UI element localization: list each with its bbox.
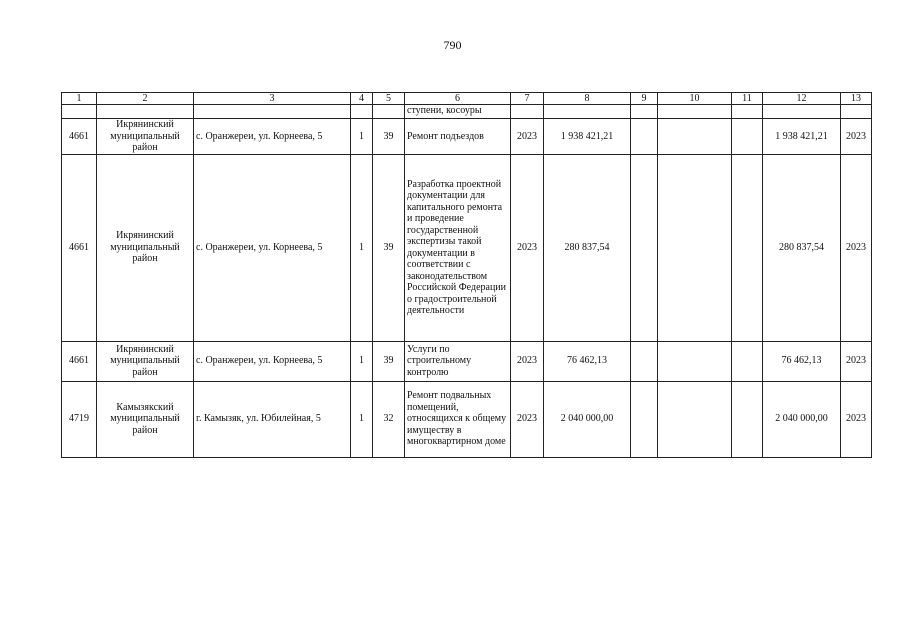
end-year: 2023 xyxy=(841,154,872,341)
end-year: 2023 xyxy=(841,341,872,381)
table-row xyxy=(62,341,872,381)
house-id: 4719 xyxy=(62,381,97,457)
year: 2023 xyxy=(511,381,544,457)
col4-value: 1 xyxy=(351,154,373,341)
work-description: Услуги по строительному контролю xyxy=(405,341,511,381)
district-name: Икрянинский муниципальный район xyxy=(97,119,194,155)
address: с. Оранжереи, ул. Корнеева, 5 xyxy=(194,341,351,381)
column-header: 7 xyxy=(511,93,544,105)
column-header: 11 xyxy=(732,93,763,105)
house-id: 4661 xyxy=(62,154,97,341)
column-header: 10 xyxy=(658,93,732,105)
work-description: Ремонт подъездов xyxy=(405,119,511,155)
table-row xyxy=(62,154,872,341)
amount: 280 837,54 xyxy=(544,154,631,341)
address: г. Камызяк, ул. Юбилейная, 5 xyxy=(194,381,351,457)
district-name: Икрянинский муниципальный район xyxy=(97,341,194,381)
year: 2023 xyxy=(511,154,544,341)
total-amount: 76 462,13 xyxy=(763,341,841,381)
year: 2023 xyxy=(511,341,544,381)
column-header: 1 xyxy=(62,93,97,105)
column-header: 6 xyxy=(405,93,511,105)
year: 2023 xyxy=(511,119,544,155)
address: с. Оранжереи, ул. Корнеева, 5 xyxy=(194,154,351,341)
end-year: 2023 xyxy=(841,381,872,457)
col4-value: 1 xyxy=(351,119,373,155)
column-header: 9 xyxy=(631,93,658,105)
house-id: 4661 xyxy=(62,341,97,381)
col5-value: 32 xyxy=(373,381,405,457)
address: с. Оранжереи, ул. Корнеева, 5 xyxy=(194,119,351,155)
col5-value: 39 xyxy=(373,341,405,381)
work-description: Ремонт подвальных помещений, относящихся к общему имуществу в многоквартирном доме xyxy=(405,381,511,457)
column-header: 12 xyxy=(763,93,841,105)
total-amount: 280 837,54 xyxy=(763,154,841,341)
district-name: Икрянинский муниципальный район xyxy=(97,154,194,341)
continuation-row xyxy=(62,105,872,119)
amount: 2 040 000,00 xyxy=(544,381,631,457)
work-description: Разработка проектной документации для капитального ремонта и проведение государственной экспертизы такой документации в соответствии с законодательством Российской Федерации о градостроительной деятельности xyxy=(405,154,511,341)
column-header: 2 xyxy=(97,93,194,105)
total-amount: 2 040 000,00 xyxy=(763,381,841,457)
amount: 76 462,13 xyxy=(544,341,631,381)
col4-value: 1 xyxy=(351,341,373,381)
column-header: 4 xyxy=(351,93,373,105)
amount: 1 938 421,21 xyxy=(544,119,631,155)
column-header: 3 xyxy=(194,93,351,105)
work-description: ступени, косоуры xyxy=(405,105,511,119)
column-header: 8 xyxy=(544,93,631,105)
col5-value: 39 xyxy=(373,119,405,155)
col4-value: 1 xyxy=(351,381,373,457)
table-row xyxy=(62,381,872,457)
district-name: Камызякский муниципальный район xyxy=(97,381,194,457)
col5-value: 39 xyxy=(373,154,405,341)
table-row xyxy=(62,119,872,155)
header-row xyxy=(62,93,872,105)
page-number: 790 xyxy=(443,38,462,52)
total-amount: 1 938 421,21 xyxy=(763,119,841,155)
column-header: 5 xyxy=(373,93,405,105)
register-table xyxy=(61,92,872,458)
end-year: 2023 xyxy=(841,119,872,155)
house-id: 4661 xyxy=(62,119,97,155)
column-header: 13 xyxy=(841,93,872,105)
